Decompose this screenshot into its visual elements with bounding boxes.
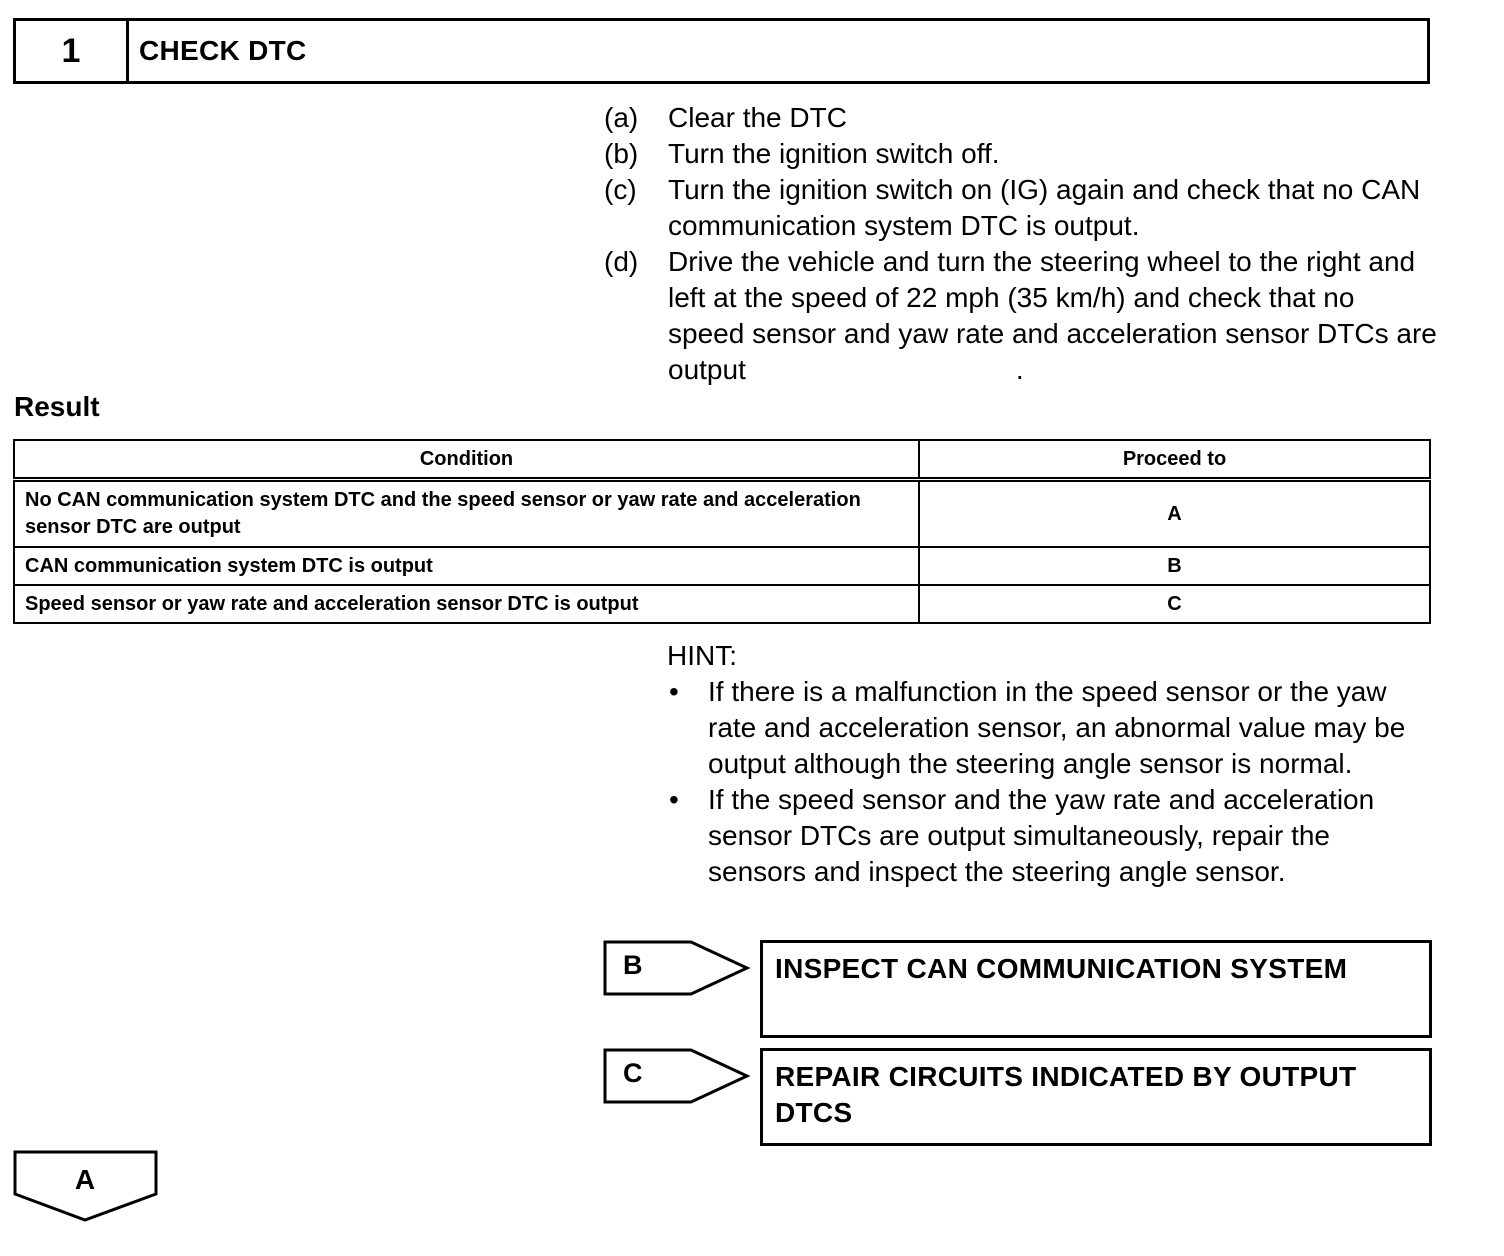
table-row bbox=[14, 585, 1430, 623]
hint-bullet bbox=[667, 674, 1447, 782]
step-title: CHECK DTC bbox=[139, 35, 307, 66]
branch-letter: B bbox=[623, 950, 643, 980]
hint-section bbox=[667, 638, 1447, 890]
procedure-step bbox=[604, 136, 1444, 172]
action-text: REPAIR CIRCUITS INDICATED BY OUTPUT DTCS bbox=[775, 1061, 1357, 1128]
continue-letter: A bbox=[74, 1164, 96, 1195]
condition-cell: CAN communication system DTC is output bbox=[14, 547, 919, 585]
step-label: (d) bbox=[604, 246, 639, 277]
action-box-b: INSPECT CAN COMMUNICATION SYSTEM bbox=[760, 940, 1432, 1038]
table-row bbox=[14, 480, 1430, 548]
table-header-row bbox=[14, 440, 1430, 480]
procedure-step bbox=[604, 100, 1444, 136]
column-header-condition: Condition bbox=[14, 440, 919, 480]
step-text-body: Drive the vehicle and turn the steering wheel to the right and left at the speed of 22 mph (35 km/h) and check that no speed sensor and yaw rate and acceleration sensor DTCs are output bbox=[668, 246, 1437, 385]
branch-arrow-b bbox=[603, 940, 749, 998]
bullet-icon: • bbox=[669, 676, 679, 707]
proceed-cell: C bbox=[919, 585, 1430, 623]
condition-cell: No CAN communication system DTC and the speed sensor or yaw rate and acceleration sensor DTC are output bbox=[14, 480, 919, 548]
procedure-step bbox=[604, 244, 1444, 388]
procedure-step bbox=[604, 172, 1444, 244]
bullet-icon: • bbox=[669, 784, 679, 815]
result-table bbox=[13, 439, 1431, 624]
table-row bbox=[14, 547, 1430, 585]
branch-letter: C bbox=[623, 1058, 643, 1088]
procedure-steps bbox=[604, 100, 1444, 388]
step-text: Clear the DTC bbox=[668, 102, 847, 133]
hint-bullet bbox=[667, 782, 1447, 890]
hint-title: HINT: bbox=[667, 640, 737, 671]
branch-arrow-c bbox=[603, 1048, 749, 1106]
hint-text: If there is a malfunction in the speed sensor or the yaw rate and acceleration sensor, an abnormal value may be output although the steering angle sensor is normal. bbox=[708, 676, 1406, 779]
column-header-proceed: Proceed to bbox=[919, 440, 1430, 480]
step-header bbox=[13, 18, 1430, 84]
result-heading: Result bbox=[14, 391, 100, 422]
step-text: Turn the ignition switch off. bbox=[668, 138, 1000, 169]
action-box-c bbox=[760, 1048, 1432, 1146]
hint-text: If the speed sensor and the yaw rate and acceleration sensor DTCs are output simultaneously, repair the sensors and inspect the steering angle sensor. bbox=[708, 784, 1375, 887]
step-label: (c) bbox=[604, 174, 637, 205]
proceed-cell: A bbox=[919, 480, 1430, 548]
step-label: (a) bbox=[604, 102, 639, 133]
step-text: Turn the ignition switch on (IG) again and check that no CAN communication system DTC is output. bbox=[668, 174, 1421, 241]
step-number: 1 bbox=[16, 21, 129, 81]
proceed-cell: B bbox=[919, 547, 1430, 585]
continue-arrow-a bbox=[13, 1150, 159, 1224]
condition-cell: Speed sensor or yaw rate and acceleration sensor DTC is output bbox=[14, 585, 919, 623]
step-text bbox=[668, 244, 1438, 388]
step-text-period: . bbox=[1015, 354, 1024, 385]
step-label: (b) bbox=[604, 138, 639, 169]
